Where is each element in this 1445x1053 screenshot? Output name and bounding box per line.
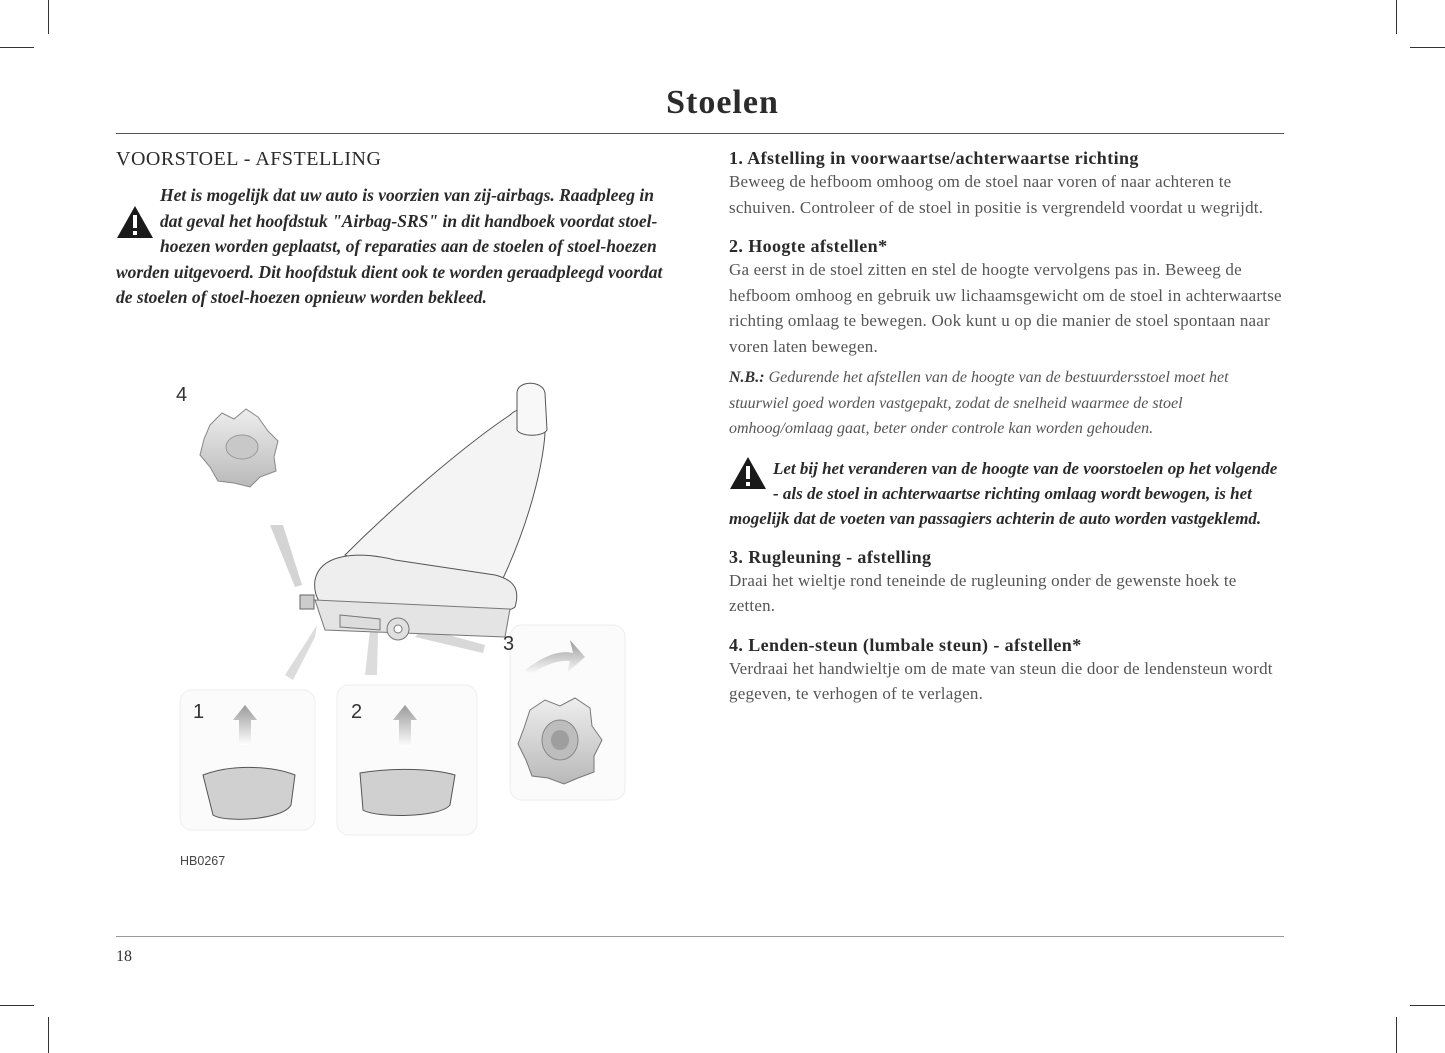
instruction-item-3 <box>729 547 1285 619</box>
instruction-text: Draai het wieltje rond teneinde de rugleuning onder de gewenste hoek te zetten. <box>729 570 1237 615</box>
figure-label-4: 4 <box>176 384 188 406</box>
instruction-item-2 <box>729 236 1285 531</box>
warning-triangle-icon <box>729 456 767 490</box>
backrest-knob <box>518 698 602 784</box>
figure-label-2: 2 <box>351 701 363 723</box>
figure-code: HB0267 <box>180 854 226 868</box>
instruction-heading: 2. Hoogte afstellen* <box>729 236 888 256</box>
crop-mark <box>1396 1017 1397 1053</box>
crop-mark <box>48 0 49 34</box>
note-text: Gedurende het afstellen van de hoogte van de bestuurdersstoel moet het stuurwiel goed worden vastgepakt, zodat de snelheid waarmee de stoel omhoog/omlaag gaat, beter onder controle kan worden gehouden. <box>729 369 1229 437</box>
instruction-text: Beweeg de hefboom omhoog om de stoel naar voren of naar achteren te schuiven. Controleer of de stoel in positie is vergrendeld voordat u wegrijdt. <box>729 172 1264 217</box>
crop-mark <box>48 1017 49 1053</box>
left-column <box>116 148 672 311</box>
instruction-text: Ga eerst in de stoel zitten en stel de hoogte vervolgens pas in. Beweeg de hefboom omhoog en gebruik uw lichaamsgewicht om de stoel in achterwaartse richting omlaag te bewegen. Ook kunt u op die manier de stoel spontaan naar voren laten bewegen. <box>729 260 1282 356</box>
instruction-item-4 <box>729 635 1285 707</box>
crop-mark <box>0 1005 34 1006</box>
seat-illustration <box>165 375 635 875</box>
instruction-heading: 4. Lenden-steun (lumbale steun) - afstellen* <box>729 634 1082 655</box>
lumbar-knob <box>200 409 278 487</box>
crop-mark <box>1410 47 1445 48</box>
height-warning <box>729 456 1285 531</box>
airbag-warning-text: Het is mogelijk dat uw auto is voorzien van zij-airbags. Raadpleeg in dat geval het hoofdstuk "Airbag-SRS" in dit handboek voordat stoel-hoezen worden geplaatst, of reparaties aan de stoelen of stoel-hoezen worden uitgevoerd. Dit hoofdstuk dient ook te worden geraadpleegd voordat de stoelen of stoel-hoezen opnieuw worden bekleed. <box>116 185 663 307</box>
page-title: Stoelen <box>666 84 779 121</box>
instruction-heading: 1. Afstelling in voorwaartse/achterwaartse richting <box>729 148 1139 168</box>
crop-mark <box>1396 0 1397 34</box>
crop-mark <box>0 47 34 48</box>
instruction-text: Verdraai het handwieltje om de mate van steun die door de lendensteun wordt gegeven, te verhogen of te verlagen. <box>729 658 1273 703</box>
airbag-warning <box>116 183 672 311</box>
warning-triangle-icon <box>116 205 154 239</box>
crop-mark <box>1410 1005 1445 1006</box>
right-column <box>729 148 1285 723</box>
figure-label-1: 1 <box>193 701 205 723</box>
instruction-heading: 3. Rugleuning - afstelling <box>729 546 932 567</box>
seat-adjustment-figure <box>165 375 635 875</box>
note-label: N.B.: <box>729 369 765 386</box>
section-title: VOORSTOEL - AFSTELLING <box>116 148 382 170</box>
height-warning-text: Let bij het veranderen van de hoogte van de voorstoelen op het volgende - als de stoel in achterwaartse richting omlaag wordt bewogen, is het mogelijk dat de voeten van passagiers achterin de auto worden vastgeklemd. <box>729 458 1278 528</box>
instruction-item-1 <box>729 148 1285 220</box>
footer-rule <box>116 936 1284 937</box>
note <box>729 365 1285 442</box>
page-number: 18 <box>116 948 132 965</box>
header-rule <box>116 133 1284 134</box>
figure-label-3: 3 <box>503 633 515 655</box>
